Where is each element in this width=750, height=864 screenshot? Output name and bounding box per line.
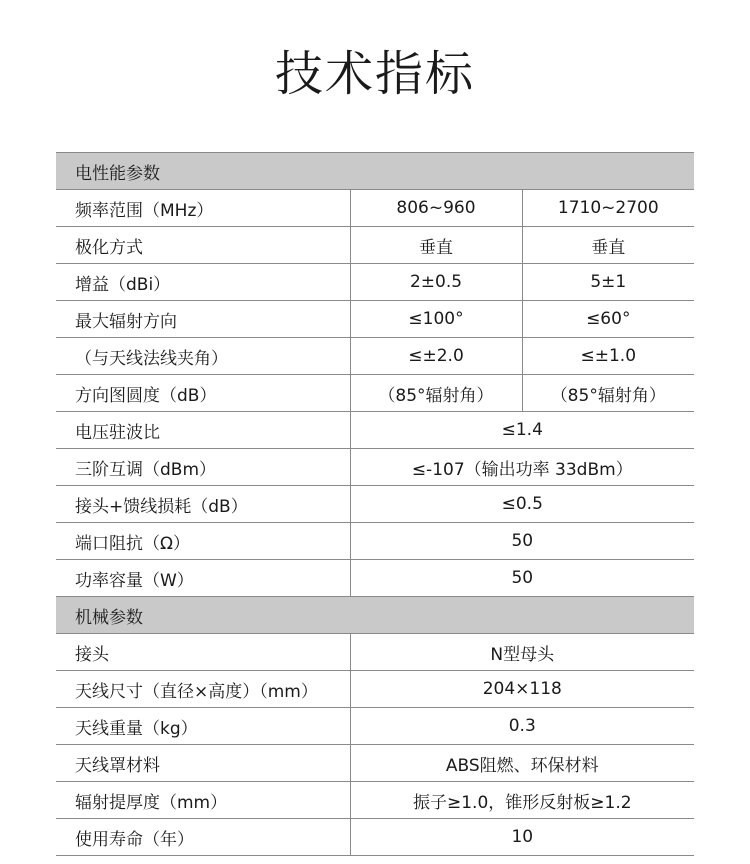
row-value: 0.3: [350, 708, 694, 745]
row-label: 端口阻抗（Ω）: [56, 523, 350, 560]
row-label: 接头+馈线损耗（dB）: [56, 486, 350, 523]
row-value: 50: [350, 560, 694, 597]
row-label: 最大辐射方向: [56, 301, 350, 338]
row-label: 极化方式: [56, 227, 350, 264]
row-label: 辐射提厚度（mm）: [56, 782, 350, 819]
row-label: 增益（dBi）: [56, 264, 350, 301]
row-value: ABS阻燃、环保材料: [350, 745, 694, 782]
table-row: [56, 486, 694, 523]
row-value: 806~960: [350, 190, 522, 227]
row-label: 方向图圆度（dB）: [56, 375, 350, 412]
table-row: [56, 634, 694, 671]
row-value: 5±1: [522, 264, 694, 301]
table-row: [56, 745, 694, 782]
spec-table: [56, 152, 694, 856]
table-row: [56, 227, 694, 264]
table-row: [56, 671, 694, 708]
row-value: N型母头: [350, 634, 694, 671]
table-row: [56, 375, 694, 412]
section-title: 电性能参数: [56, 153, 694, 190]
row-value: 2±0.5: [350, 264, 522, 301]
row-value: ≤60°: [522, 301, 694, 338]
table-row: [56, 523, 694, 560]
row-value: 10: [350, 819, 694, 856]
row-label: 电压驻波比: [56, 412, 350, 449]
row-value: 垂直: [522, 227, 694, 264]
row-value: 垂直: [350, 227, 522, 264]
row-label: 天线重量（kg）: [56, 708, 350, 745]
section-header-electrical: [56, 153, 694, 190]
table-row: [56, 412, 694, 449]
row-value: 1710~2700: [522, 190, 694, 227]
table-row: [56, 708, 694, 745]
row-value: 50: [350, 523, 694, 560]
row-label: 使用寿命（年）: [56, 819, 350, 856]
row-label: 三阶互调（dBm）: [56, 449, 350, 486]
table-row: [56, 782, 694, 819]
row-label: 接头: [56, 634, 350, 671]
section-title: 机械参数: [56, 597, 694, 634]
table-row: [56, 560, 694, 597]
table-row: [56, 301, 694, 338]
table-row: [56, 819, 694, 856]
table-row: [56, 338, 694, 375]
section-header-mechanical: [56, 597, 694, 634]
table-row: [56, 190, 694, 227]
row-label: 天线罩材料: [56, 745, 350, 782]
row-value: ≤0.5: [350, 486, 694, 523]
row-value: 204×118: [350, 671, 694, 708]
row-label: 天线尺寸（直径×高度）（mm）: [56, 671, 350, 708]
row-value: ≤-107（输出功率 33dBm）: [350, 449, 694, 486]
row-value: （85°辐射角）: [350, 375, 522, 412]
row-value: ≤±2.0: [350, 338, 522, 375]
row-label: （与天线法线夹角）: [56, 338, 350, 375]
row-value: 振子≥1.0，锥形反射板≥1.2: [350, 782, 694, 819]
row-value: ≤±1.0: [522, 338, 694, 375]
row-label: 频率范围（MHz）: [56, 190, 350, 227]
table-row: [56, 449, 694, 486]
table-row: [56, 264, 694, 301]
row-label: 功率容量（W）: [56, 560, 350, 597]
row-value: ≤100°: [350, 301, 522, 338]
row-value: （85°辐射角）: [522, 375, 694, 412]
row-value: ≤1.4: [350, 412, 694, 449]
page-title: 技术指标: [274, 46, 475, 102]
